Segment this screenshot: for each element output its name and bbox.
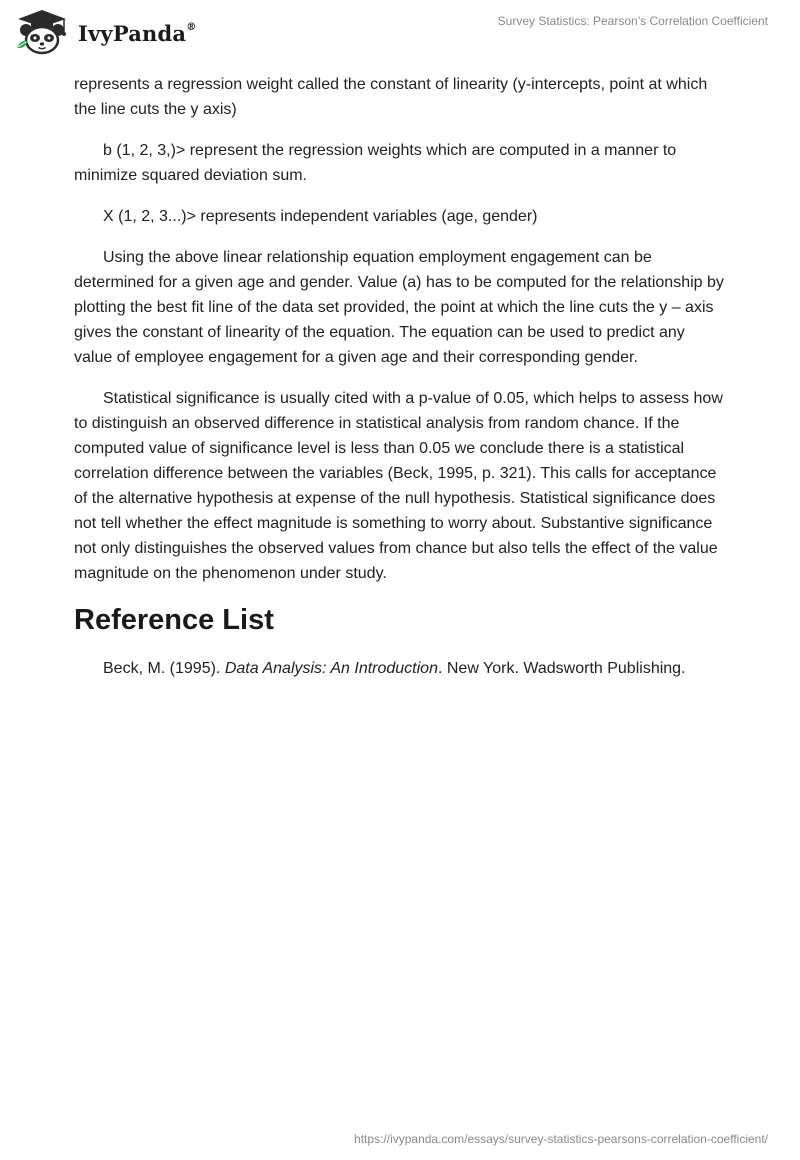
reference-list-heading: Reference List [74, 604, 274, 636]
paragraph-linear-relationship: Using the above linear relationship equation employment engagement can be determined for a given age and gender. Value (a) has to be computed for the relationship by plotting the best fit line of the data set provided, the point at which the line cuts the y – axis gives the constant of linearity of the equation. The equation can be used to predict any value of employee engagement for a given age and their corresponding gender. [74, 249, 724, 366]
reference-entry [74, 656, 726, 681]
brand-name [78, 21, 196, 46]
paragraph-independent-variables: X (1, 2, 3...)> represents independent variables (age, gender) [103, 208, 538, 225]
source-url[interactable]: https://ivypanda.com/essays/survey-statistics-pearsons-correlation-coefficient/ [354, 1132, 768, 1146]
registered-mark: ® [186, 22, 197, 33]
paragraph-constant-of-linearity: represents a regression weight called the constant of linearity (y-intercepts, point at which the line cuts the y axis) [74, 76, 708, 118]
document-title: Survey Statistics: Pearson’s Correlation Coefficient [497, 14, 768, 28]
page-header [0, 0, 800, 70]
ivypanda-logo[interactable] [14, 8, 204, 56]
essay-content [74, 72, 726, 697]
paragraph-statistical-significance: Statistical significance is usually cited with a p-value of 0.05, which helps to assess how to distinguish an observed difference in statistical analysis from random chance. If the computed value of significance level is less than 0.05 we conclude there is a statistical correlation difference between the variables (Beck, 1995, p. 321). This calls for acceptance of the alternative hypothesis at expense of the null hypothesis. Statistical significance does not tell whether the effect magnitude is something to worry about. Substantive significance not only distinguishes the observed values from chance but also tells the effect of the value magnitude on the phenomenon under study. [74, 390, 723, 582]
reference-title: Data Analysis: An Introduction [224, 660, 438, 677]
paragraph-regression-weights: b (1, 2, 3,)> represent the regression weights which are computed in a manner to minimize squared deviation sum. [74, 142, 677, 184]
brand-name-text: IvyPanda [78, 21, 187, 46]
reference-authors: Beck, M. (1995). [103, 660, 225, 677]
panda-graduation-cap-icon [14, 8, 70, 56]
reference-publisher: . New York. Wadsworth Publishing. [437, 660, 686, 677]
